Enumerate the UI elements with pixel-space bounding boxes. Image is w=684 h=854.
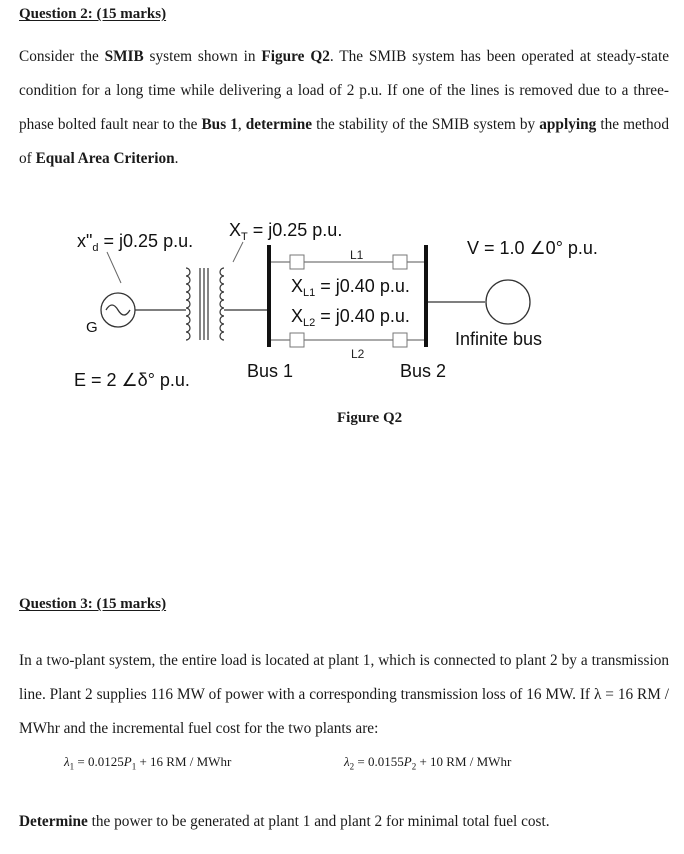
infinite-bus-symbol <box>486 280 530 324</box>
bus-2-label: Bus 2 <box>400 361 447 381</box>
question-3-heading: Question 3: (15 marks) <box>19 596 167 612</box>
infinite-bus-label: Infinite bus <box>455 329 543 349</box>
xt-label: $X_T = j0.25$ p.u. <box>229 220 343 243</box>
generator-label: G <box>86 319 98 336</box>
transformer-symbol <box>186 268 224 340</box>
question-3-instruction: Determine the power to be generated at plant 1 and plant 2 for minimal total fuel cost. <box>19 813 550 830</box>
xl2-label: $X_{L2} = j0.40$ p.u. <box>291 306 410 329</box>
bus-1-label: Bus 1 <box>247 361 294 381</box>
xd-pointer <box>107 252 121 283</box>
voltage-label: V = 1.0 ∠0° p.u. <box>467 238 598 258</box>
xt-pointer <box>233 242 243 262</box>
question-3-text: In a two-plant system, the entire load is located at plant 1, which is connected to plant 2 by a transmission line. Plant 2 supplies 116 MW of power with a corresponding transmission loss of 16 MW. If λ = 16 RM / MWhr and the incremental fuel cost for the two plants are: <box>19 652 669 737</box>
question-2-heading: Question 2: (15 marks) <box>19 6 167 22</box>
l1-tag: L1 <box>350 248 364 262</box>
lambda-1-equation: $\lambda_1 = 0.0125P_1 + 16$ RM / MWhr <box>64 754 232 772</box>
smib-diagram <box>0 210 684 400</box>
xd-label: $x"_d = j0.25$ p.u. <box>77 231 194 254</box>
emf-label: E = 2 ∠δ° p.u. <box>74 370 190 390</box>
lambda-2-equation: $\lambda_2 = 0.0155P_2 + 10$ RM / MWhr <box>344 754 512 772</box>
bus-2-bar <box>424 245 428 347</box>
question-2-text: Consider the SMIB system shown in Figure Q2. The SMIB system has been operated at steady-state condition for a long time while delivering a load of 2 p.u. If one of the lines is removed due to a three-phase bolted fault near to the Bus 1, determine the stability of the SMIB system by applying the method of Equal Area Criterion. <box>19 48 669 167</box>
xl1-label: $X_{L1} = j0.40$ p.u. <box>291 276 410 299</box>
l1-breaker-right <box>393 255 407 269</box>
l2-breaker-right <box>393 333 407 347</box>
bus-1-bar <box>267 245 271 347</box>
sine-icon <box>106 305 130 315</box>
figure-caption: Figure Q2 <box>337 410 403 426</box>
l1-breaker-left <box>290 255 304 269</box>
l2-breaker-left <box>290 333 304 347</box>
l2-tag: L2 <box>351 347 365 361</box>
